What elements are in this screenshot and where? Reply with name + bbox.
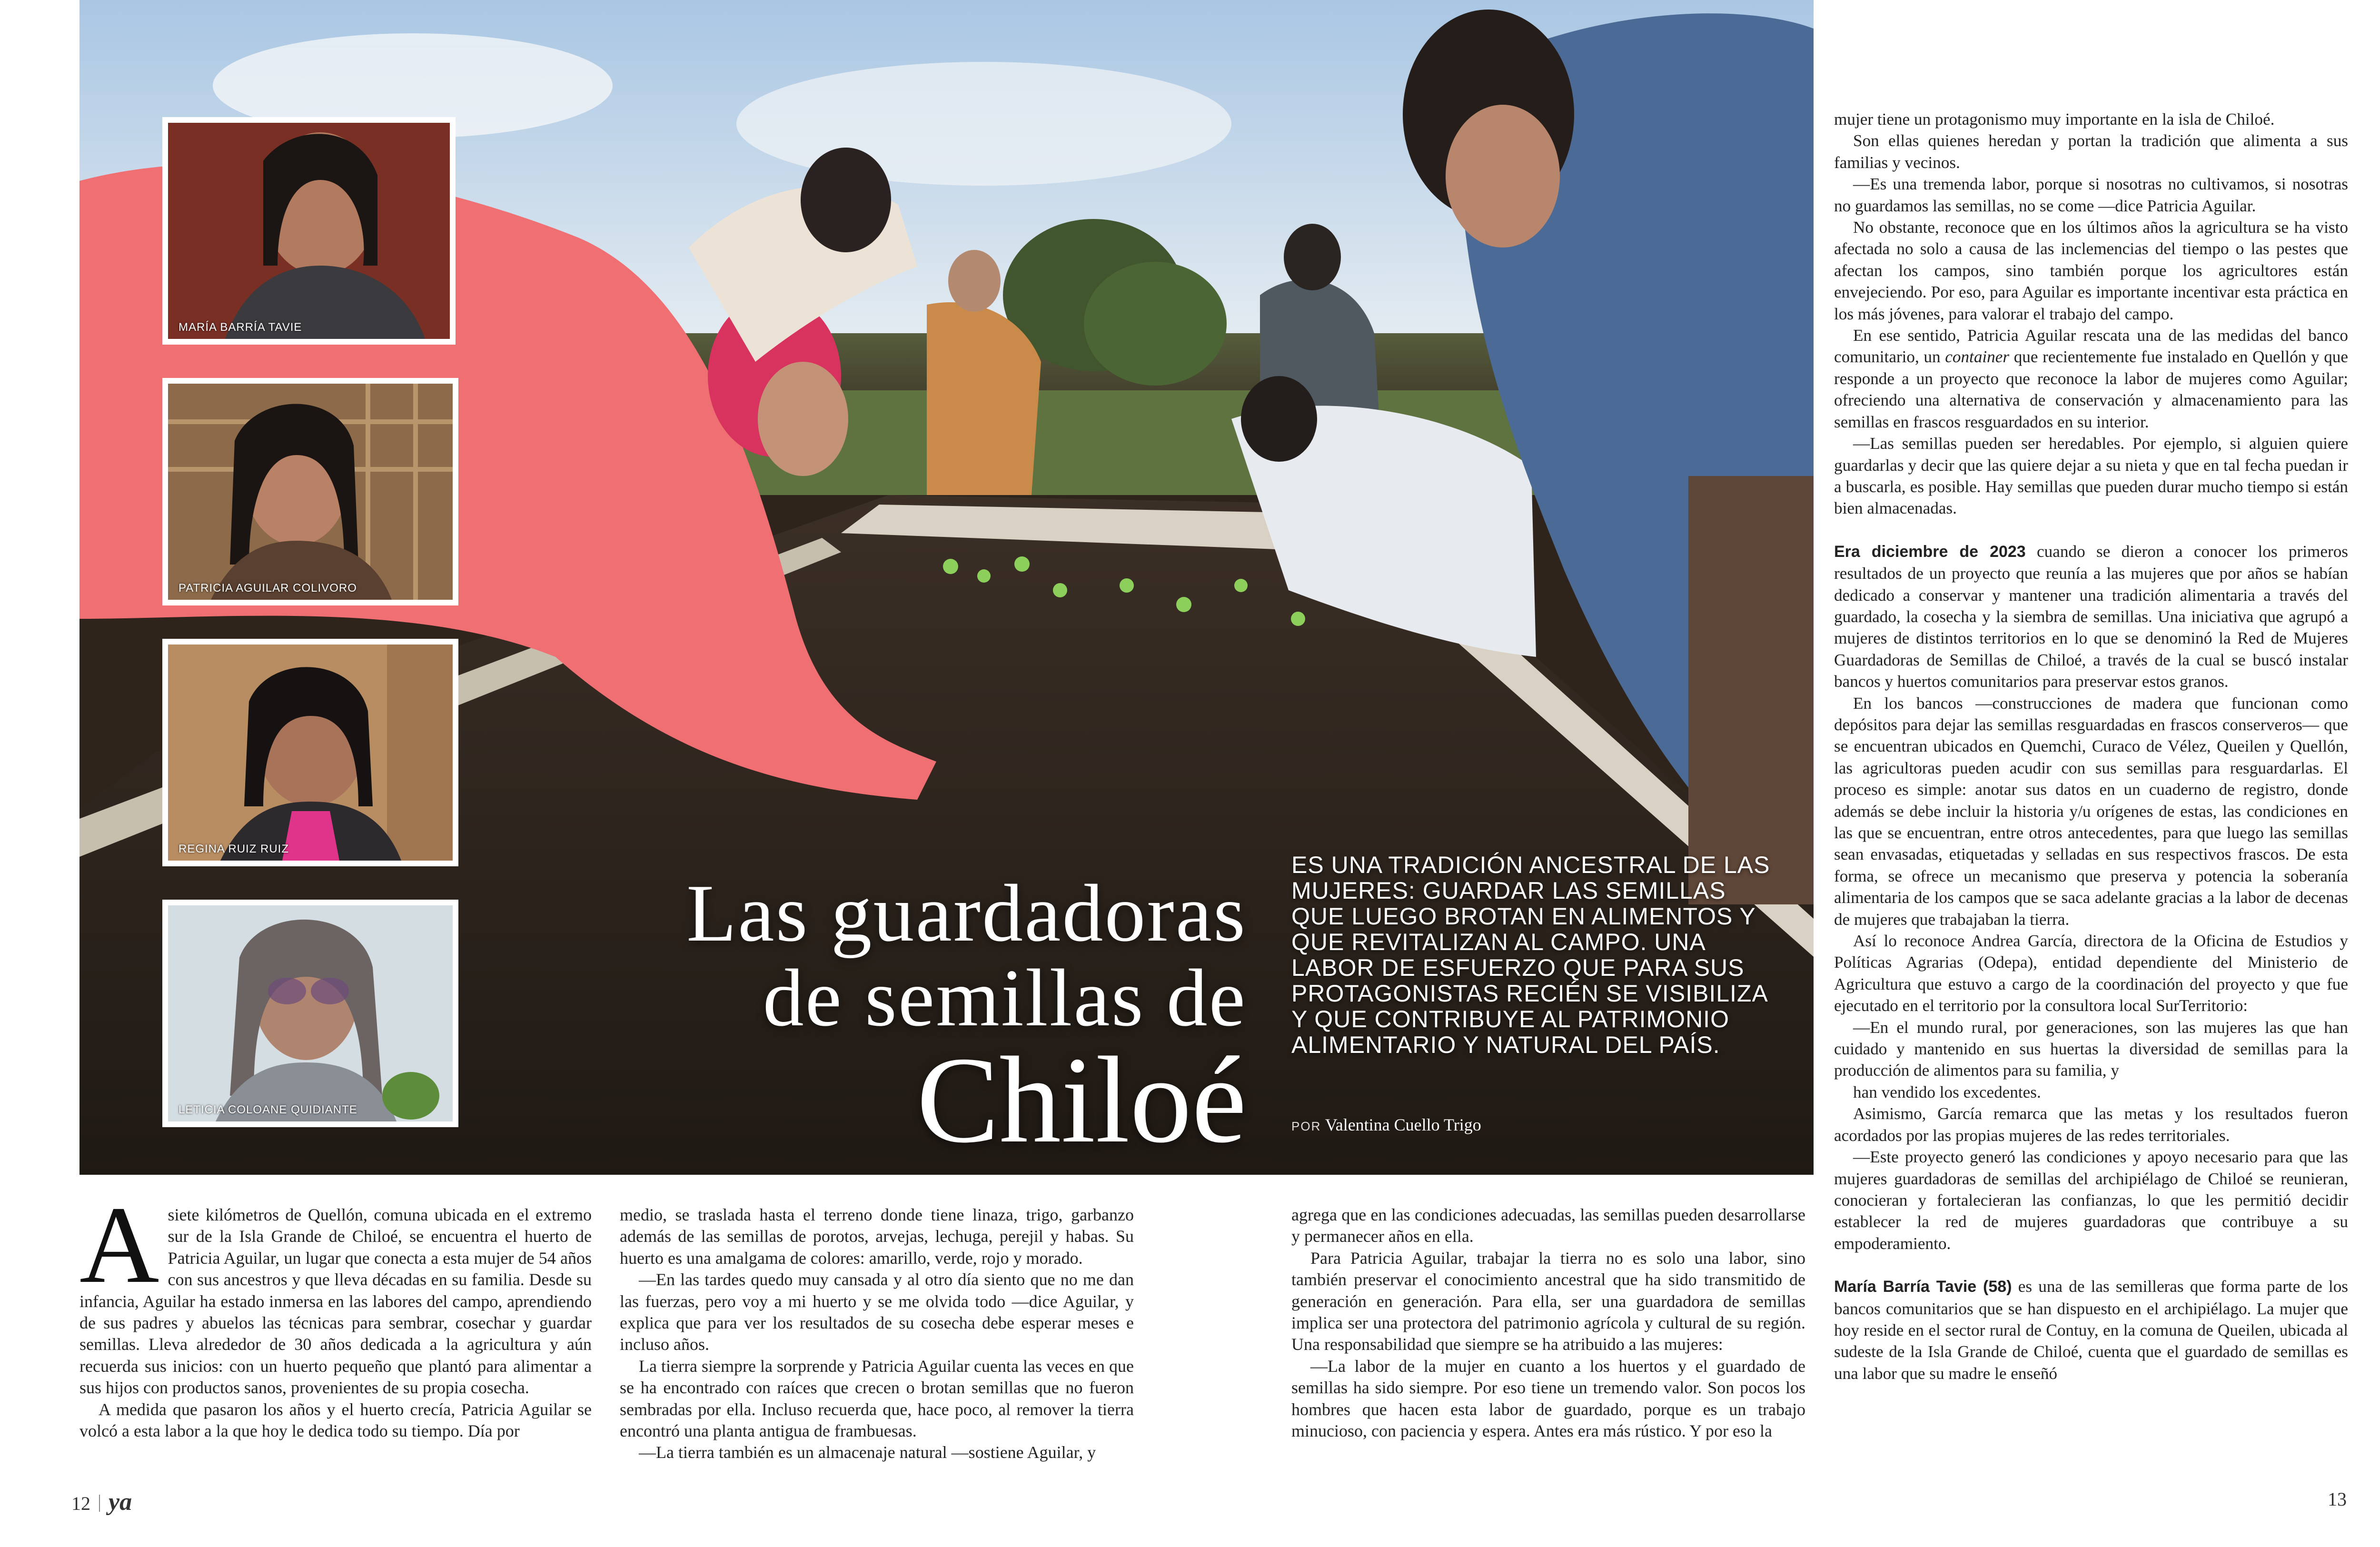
paragraph: La tierra siempre la sorprende y Patricia Aguilar cuenta las veces en que se ha encontrado con raíces que crecen o brotan semillas que no fueron sembradas por ella. Incluso recuerda que, hace poco, al remover la tierra encontró una planta antigua de frambuesas. bbox=[620, 1356, 1134, 1441]
portrait-patricia-aguilar bbox=[162, 378, 458, 605]
text-column-1 bbox=[79, 1184, 592, 1442]
page-number-left: 12 bbox=[71, 1493, 90, 1514]
byline-prefix: POR bbox=[1291, 1119, 1321, 1133]
article-lead: ES UNA TRADICIÓN ANCESTRAL DE LAS MUJERES: GUARDAR LAS SEMILLAS QUE LUEGO BROTAN EN ALIMENTOS Y QUE REVITALIZAN AL CAMPO. UNA LABOR DE ESFUERZO QUE PARA SUS PROTAGONISTAS RECIÉN SE VISIBILIZA Y QUE CONTRIBUYE AL PATRIMONIO ALIMENTARIO Y NATURAL DEL PAÍS. bbox=[1291, 852, 1770, 1058]
portrait-caption: REGINA RUIZ RUIZ bbox=[178, 843, 289, 855]
portrait-regina-ruiz bbox=[162, 639, 458, 866]
paragraph: —Este proyecto generó las condiciones y apoyo necesario para que las mujeres guardadoras de semillas del archipiélago de Chiloé se reunieran, conocieran y fortalecieran las confianzas, lo que les permitió decidir establecer la red de mujeres guardadoras que contribuye a su empoderamiento. bbox=[1834, 1148, 2348, 1253]
magazine-logo: ya bbox=[109, 1488, 132, 1516]
paragraph: mujer tiene un protagonismo muy importante en la isla de Chiloé. bbox=[1834, 110, 2275, 129]
section-lead-in: Era diciembre de 2023 bbox=[1834, 542, 2026, 561]
text-column-2 bbox=[620, 1204, 1134, 1464]
paragraph: —Es una tremenda labor, porque si nosotras no cultivamos, si nosotras no guardamos las semillas, no se come —dice Patricia Aguilar. bbox=[1834, 175, 2348, 215]
folio-left bbox=[71, 1488, 132, 1516]
portrait-image bbox=[168, 645, 453, 861]
text-column-3 bbox=[1291, 1204, 1805, 1442]
emphasis-text: container bbox=[1945, 347, 2010, 367]
paragraph: —Las semillas pueden ser heredables. Por ejemplo, si alguien quiere guardarlas y decir que las quiere dejar a su nieta y que en tal fecha puedan ir a buscarla, es posible. Hay semillas que pueden durar mucho tiempo si están bien almacenadas. bbox=[1834, 434, 2348, 518]
title-line-1: Las guardadoras bbox=[686, 868, 1247, 959]
portrait-caption: LETICIA COLOANE QUIDIANTE bbox=[178, 1103, 357, 1116]
folio-right bbox=[2328, 1488, 2347, 1510]
portrait-caption: PATRICIA AGUILAR COLIVORO bbox=[178, 582, 357, 595]
paragraph bbox=[79, 1184, 592, 1399]
paragraph-text: cuando se dieron a conocer los primeros resultados de un proyecto que reunía a las mujeres que por años se habían dedicado a conservar y mantener una tradición alimentaria a través del guardado, la cosecha y la siembra de semillas. Una iniciativa que agrupó a mujeres de distintos territorios en lo que se denominó la Red de Mujeres Guardadoras de Semillas de Chiloé, a través de la cual se buscó instalar bancos y huertos comunitarios para preservar estos granos. bbox=[1834, 542, 2349, 691]
paragraph: —La tierra también es un almacenaje natural —sostiene Aguilar, y bbox=[639, 1443, 1096, 1462]
paragraph: —La labor de la mujer en cuanto a los huertos y el guardado de semillas ha sido siempre. Por eso tiene un tremendo valor. Son pocos los hombres que hacen esta labor de guardado, porque es un trabajo minucioso, con paciencia y espera. Antes era más rústico. Y por eso la bbox=[1291, 1356, 1805, 1441]
paragraph: —En el mundo rural, por generaciones, son las mujeres las que han cuidado y mantenido en sus huertas la diversidad de semillas para la producción de alimentos para su familia, y bbox=[1834, 1018, 2348, 1080]
paragraph: No obstante, reconoce que en los últimos años la agricultura se ha visto afectada no solo a causa de las inclemencias del tiempo o las pestes que afectan los campos, sino también porque los agricultores están envejeciendo. Por eso, para Aguilar es importante incentivar esta práctica en los más jóvenes, para valorar el trabajo del campo. bbox=[1834, 218, 2348, 323]
folio-divider bbox=[99, 1495, 100, 1512]
portrait-maria-barria bbox=[162, 117, 456, 345]
paragraph-text: En ese sentido, Patricia Aguilar rescata una de las medidas del banco comunitario, un bbox=[1834, 326, 2348, 367]
paragraph-text: siete kilómetros de Quellón, comuna ubicada en el extremo sur de la Isla Grande de Chiloé, se encuentra el huerto de Patricia Aguilar, un lugar que conecta a esta mujer de 54 años con sus ancestros y que lleva décadas en su familia. Desde su infancia, Aguilar ha estado inmersa en las labores del campo, aprendiendo de sus padres y abuelos las técnicas para sembrar, cosechar y guardar semillas. Lleva alrededor de 30 años dedicada a la agricultura y aún recuerda sus inicios: con un huerto pequeño que plantó para alimentar a sus hijos con productos sanos, provenientes de su propia cosecha. bbox=[79, 1205, 592, 1398]
paragraph-text: que recientemente fue instalado en Quellón y que responde a un proyecto que reconoce la labor de mujeres como Aguilar; ofreciendo una alternativa de conservación y almacenamiento para las semillas en frascos resguardados en su interior. bbox=[1834, 347, 2349, 431]
article-title bbox=[686, 868, 1247, 1169]
paragraph: Son ellas quienes heredan y portan la tradición que alimenta a sus familias y vecinos. bbox=[1834, 131, 2348, 172]
portrait-image bbox=[168, 123, 450, 339]
drop-cap: A bbox=[79, 1184, 159, 1306]
paragraph: agrega que en las condiciones adecuadas, las semillas pueden desarrollarse y permanecer años en ella. bbox=[1291, 1205, 1805, 1246]
title-line-2: de semillas de bbox=[763, 953, 1247, 1043]
section-paragraph bbox=[1834, 541, 2348, 693]
paragraph-text: es una de las semilleras que forma parte de los bancos comunitarios que se han dispuesto en el archipiélago. La mujer que hoy reside en el sector rural de Contuy, en la comuna de Queilen, ubicada al sudeste de la Isla Grande de Chiloé, cuenta que el guardado de semillas es una labor que su madre le enseñó bbox=[1834, 1277, 2348, 1383]
paragraph: han vendido los excedentes. bbox=[1853, 1082, 2041, 1101]
byline bbox=[1291, 1115, 1481, 1135]
paragraph bbox=[1834, 325, 2348, 433]
author-name: Valentina Cuello Trigo bbox=[1325, 1115, 1481, 1134]
paragraph: A medida que pasaron los años y el huerto crecía, Patricia Aguilar se volcó a esta labor a la que hoy le dedica todo su tiempo. Día por bbox=[79, 1399, 592, 1441]
portrait-leticia-coloane bbox=[162, 900, 458, 1127]
section-paragraph bbox=[1834, 1276, 2348, 1384]
section-lead-in: María Barría Tavie (58) bbox=[1834, 1278, 2012, 1296]
page-number-right: 13 bbox=[2328, 1488, 2347, 1510]
portrait-image bbox=[168, 384, 453, 600]
paragraph: —En las tardes quedo muy cansada y al otro día siento que no me dan las fuerzas, pero voy a mi huerto y se me olvida todo —dice Aguilar, y explica que para ver los resultados de su cosecha debe esperar meses e incluso años. bbox=[620, 1270, 1134, 1354]
portrait-image bbox=[168, 905, 453, 1121]
paragraph: En los bancos —construcciones de madera que funcionan como depósitos para dejar las semillas resguardadas en frascos conserveros— que se encuentran ubicados en Quemchi, Curaco de Vélez, Queilen y Quellón, las agricultoras pueden acudir con sus semillas para resguardarlas. El proceso es simple: anotar sus datos en un cuaderno de registro, donde además se debe incluir la historia y/u orígenes de estas, las condiciones en las que se encuentran, entre otros antecedentes, para que luego las semillas sean envasadas, etiquetadas y selladas en sus respectivos frascos. De esta forma, se ofrece un mecanismo que preserva y potencia la soberanía alimentaria de los campos que se saca adelante gracias a la labor de decenas de mujeres que trabajaban la tierra. bbox=[1834, 694, 2348, 929]
title-line-3: Chiloé bbox=[916, 1031, 1247, 1169]
paragraph: Para Patricia Aguilar, trabajar la tierra no es solo una labor, sino también preservar el conocimiento ancestral que ha sido transmitido de generación en generación. Para ella, ser una guardadora de semillas implica ser una protectora del patrimonio agrícola y cultural de su región. Una responsabilidad que siempre se ha atribuido a las mujeres: bbox=[1291, 1248, 1805, 1354]
paragraph: medio, se traslada hasta el terreno donde tiene linaza, trigo, garbanzo además de las semillas de porotos, arvejas, lechuga, perejil y habas. Su huerto es una amalgama de colores: amarillo, verde, rojo y morado. bbox=[620, 1205, 1134, 1268]
portrait-caption: MARÍA BARRÍA TAVIE bbox=[178, 321, 302, 334]
paragraph: Así lo reconoce Andrea García, directora de la Oficina de Estudios y Políticas Agrarias (Odepa), entidad dependiente del Ministerio de Agricultura que estuvo a cargo de la coordinación del proyecto y que fue ejecutado en el territorio por la consultora local SurTerritorio: bbox=[1834, 932, 2348, 1015]
text-column-4 bbox=[1834, 109, 2348, 1384]
paragraph: Asimismo, García remarca que las metas y los resultados fueron acordados por las propias mujeres de las redes territoriales. bbox=[1834, 1104, 2348, 1145]
